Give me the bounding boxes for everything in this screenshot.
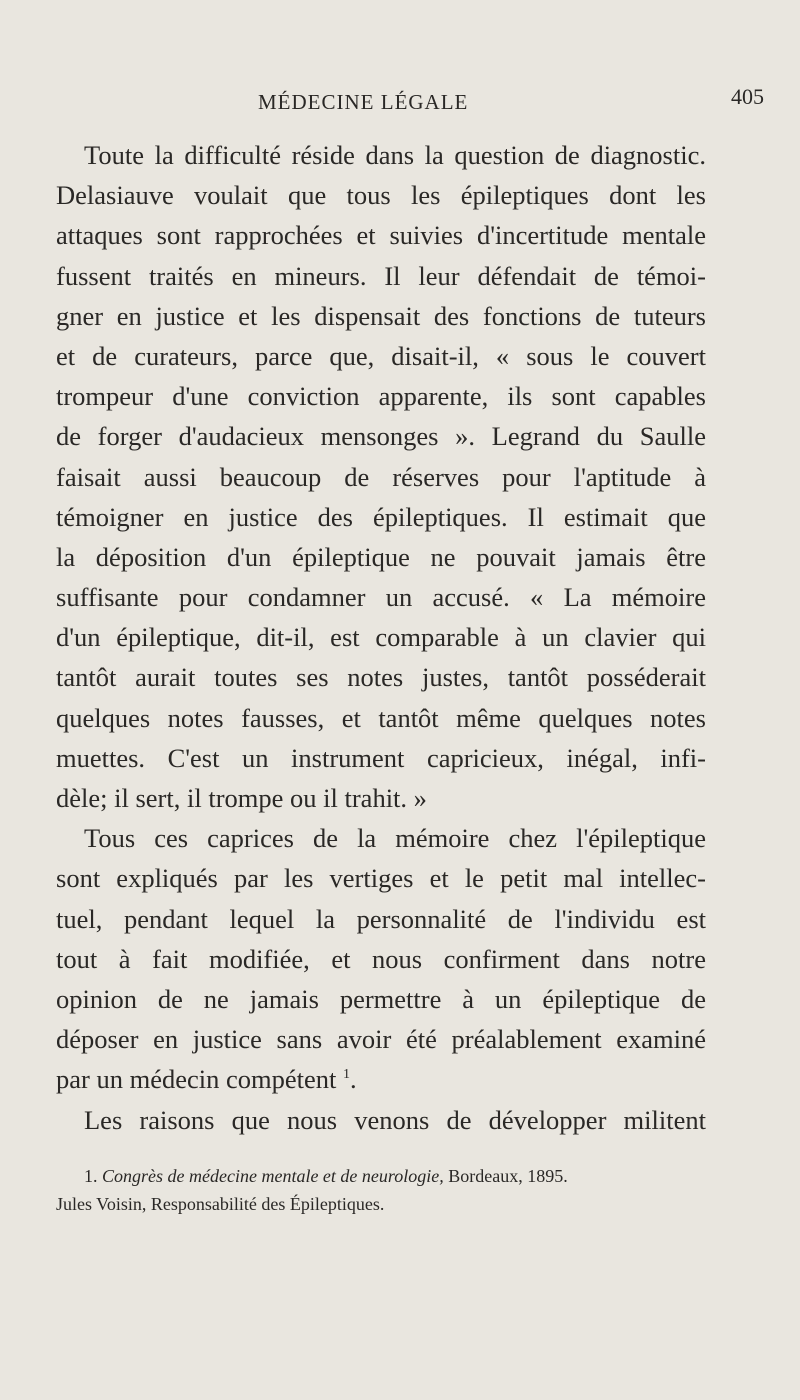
text-line-with-footnote: par un médecin compétent $^1$.: [56, 1064, 357, 1095]
text-line: de forger d'audacieux mensonges ». Legrand du Saulle: [56, 421, 706, 452]
page-number: 405: [731, 84, 764, 109]
text-line: opinion de ne jamais permettre à un épileptique de: [56, 983, 706, 1014]
text-line: tout à fait modifiée, et nous confirment dans notre: [56, 943, 706, 974]
text-line: suffisante pour condamner un accusé. « La mémoire: [56, 582, 706, 613]
text-line: dèle; il sert, il trompe ou il trahit. »: [56, 783, 427, 813]
footnote-continuation: Jules Voisin, Responsabilité des Épileptiques.: [56, 1194, 385, 1214]
text-line: muettes. C'est un instrument capricieux, inégal, infi-: [56, 742, 706, 773]
text-line: tantôt aurait toutes ses notes justes, tantôt posséderait: [56, 662, 706, 693]
text-line: quelques notes fausses, et tantôt même quelques notes: [56, 702, 706, 733]
text-line: Les raisons que nous venons de développer militent: [84, 1104, 706, 1135]
footnote: [56, 1162, 706, 1190]
footnotes: [56, 1162, 706, 1218]
text-line: sont expliqués par les vertiges et le petit mal intellec-: [56, 863, 706, 894]
text-line: Delasiauve voulait que tous les épileptiques dont les: [56, 180, 706, 211]
text-line: Toute la difficulté réside dans la question de diagnostic.: [84, 140, 706, 170]
text-line: d'un épileptique, dit-il, est comparable à un clavier qui: [56, 622, 706, 653]
text-line: par un médecin compétent: [56, 1064, 337, 1095]
footnote-place-year: Bordeaux, 1895.: [448, 1166, 568, 1186]
text-line: fussent traités en mineurs. Il leur défendait de témoi-: [56, 260, 706, 291]
page-header: [0, 84, 800, 124]
text-line: tuel, pendant lequel la personnalité de l'individu est: [56, 903, 706, 934]
footnote-reference[interactable]: 1: [342, 1067, 350, 1083]
text-line: la déposition d'un épileptique ne pouvait jamais être: [56, 541, 706, 572]
text-line: attaques sont rapprochées et suivies d'incertitude mentale: [56, 220, 706, 251]
text-line: gner en justice et les dispensait des fonctions de tuteurs: [56, 300, 706, 331]
text-line: et de curateurs, parce que, disait-il, « sous le couvert: [56, 340, 706, 371]
body-text: [56, 135, 706, 1140]
footnote-title: Congrès de médecine mentale et de neurologie,: [102, 1166, 444, 1186]
text-line: faisait aussi beaucoup de réserves pour l'aptitude à: [56, 461, 706, 492]
text-line: témoigner en justice des épileptiques. Il estimait que: [56, 501, 706, 532]
running-title: MÉDECINE LÉGALE: [258, 90, 469, 114]
footnote-marker: 1.: [84, 1166, 98, 1186]
text-line: Tous ces caprices de la mémoire chez l'épileptique: [84, 823, 706, 854]
text-line: déposer en justice sans avoir été préalablement examiné: [56, 1024, 706, 1055]
text-line: trompeur d'une conviction apparente, ils sont capables: [56, 381, 706, 412]
